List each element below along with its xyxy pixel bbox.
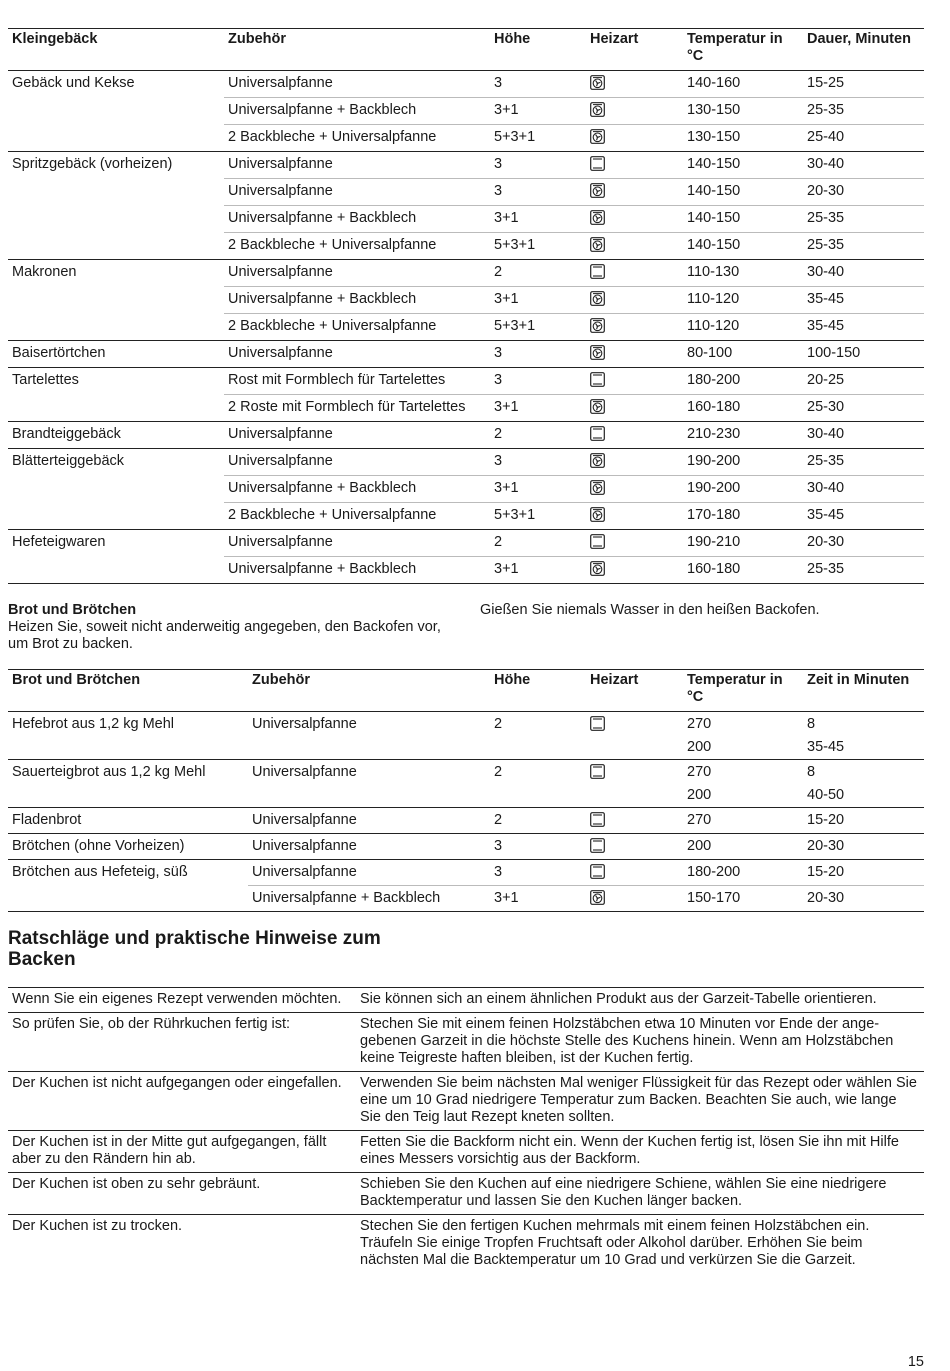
table-row [8,125,924,152]
temperature-value: 180-200 [687,864,741,880]
fan-heat-icon [590,453,605,468]
temperature-value: 110-130 [687,264,740,280]
col-header-zubehoer: Zubehör [248,670,490,712]
table-row [8,71,924,98]
duration-value: 8 [807,716,816,732]
brot-intro-text: Heizen Sie, soweit nicht anderweitig angegeben, den Backofen vor, um Brot zu backen. [8,619,441,652]
temperature-cell [683,860,803,886]
duration-value: 20-30 [807,183,845,199]
table-row [8,760,924,808]
col-header-brot: Brot und Brötchen [8,670,248,712]
top-bottom-heat-icon [590,812,605,827]
temperature-value: 190-200 [687,453,741,469]
tip-problem: Der Kuchen ist oben zu sehr gebräunt. [8,1173,356,1215]
temperature-cell [683,179,803,206]
row-category [8,476,224,503]
duration-cell [803,886,924,912]
temperature-value: 140-150 [687,156,741,172]
table-row [8,287,924,314]
row-category [8,503,224,530]
fan-heat-icon [590,890,605,905]
col-header-kleingebaeck: Kleingebäck [8,29,224,71]
temperature-value: 170-180 [687,507,741,523]
heating-mode-cell [586,503,683,530]
fan-heat-icon [590,399,605,414]
table-row [8,712,924,760]
page-number: 15 [907,1354,924,1370]
duration-value-2: 40-50 [807,787,845,803]
shelf-level-cell: 3+1 [490,206,586,233]
temperature-cell [683,287,803,314]
row-category [8,886,248,912]
row-category [8,314,224,341]
brot-warning-text: Gießen Sie niemals Wasser in den heißen Backofen. [480,602,820,618]
shelf-level-cell: 2 [494,716,503,732]
table-row [8,368,924,395]
temperature-value: 270 [687,764,712,780]
accessory-cell: Universalpfanne [248,760,490,808]
temperature-value: 140-150 [687,210,741,226]
duration-value: 25-35 [807,453,845,469]
col-header-heizart: Heizart [586,29,683,71]
temperature-cell [683,422,803,449]
duration-value: 25-35 [807,237,845,253]
accessory-cell: Universalpfanne [248,834,490,860]
row-category [8,287,224,314]
top-bottom-heat-icon [590,372,605,387]
shelf-level-cell: 5+3+1 [490,233,586,260]
duration-cell [803,449,924,476]
temperature-value: 190-200 [687,480,741,496]
temperature-value: 130-150 [687,129,741,145]
accessory-cell: Universalpfanne [248,808,490,834]
tip-solution: Sie können sich an einem ähnlichen Produkt aus der Garzeit-Tabelle orientieren. [356,988,924,1013]
row-category: Hefeteigwaren [8,530,224,557]
temperature-cell [683,368,803,395]
shelf-level-cell: 3 [490,152,586,179]
heating-mode-cell [586,557,683,584]
accessory-cell: Universalpfanne + Backblech [224,206,490,233]
temperature-cell [683,530,803,557]
table-header-row [8,670,924,712]
duration-value: 100-150 [807,345,861,361]
temperature-value: 110-120 [687,318,740,334]
temperature-value: 270 [687,716,712,732]
tip-row [8,1215,924,1274]
heating-mode-cell [586,98,683,125]
table-row [8,98,924,125]
temperature-value: 110-120 [687,291,740,307]
fan-heat-icon [590,291,605,306]
row-category: Fladenbrot [8,808,248,834]
accessory-cell: Universalpfanne [228,75,333,91]
duration-cell [803,476,924,503]
duration-value: 35-45 [807,291,845,307]
accessory-cell: Universalpfanne [224,341,490,368]
accessory-cell: Universalpfanne [252,716,357,732]
accessory-cell: 2 Roste mit Formblech für Tartelettes [224,395,490,422]
temperature-value: 140-150 [687,183,741,199]
row-category: Brandteiggebäck [8,422,224,449]
row-category: Hefebrot aus 1,2 kg Mehl [12,716,175,732]
temperature-value: 270 [687,812,712,828]
shelf-level-cell: 3+1 [490,98,586,125]
duration-cell [803,71,924,98]
duration-cell [803,260,924,287]
duration-value: 15-20 [807,812,845,828]
fan-heat-icon [590,129,605,144]
shelf-level-cell: 3 [490,860,586,886]
temperature-value: 130-150 [687,102,741,118]
table-row [8,476,924,503]
temperature-cell [683,503,803,530]
fan-heat-icon [590,345,605,360]
temperature-value: 180-200 [687,372,741,388]
duration-cell [803,98,924,125]
shelf-level-cell: 5+3+1 [490,503,586,530]
shelf-level-cell: 3 [494,75,503,91]
shelf-level-cell: 3 [490,179,586,206]
duration-value-2: 35-45 [807,739,845,755]
row-category: Makronen [8,260,224,287]
duration-value: 20-25 [807,372,845,388]
col-header-zeit: Zeit in Minuten [803,670,924,712]
tip-row [8,988,924,1013]
tip-problem: Der Kuchen ist zu trocken. [8,1215,356,1274]
col-header-hoehe: Höhe [490,29,586,71]
row-category: Blätterteiggebäck [8,449,224,476]
fan-heat-icon [590,237,605,252]
temperature-value: 140-160 [687,75,741,91]
shelf-level-cell: 2 [490,808,586,834]
fan-heat-icon [590,561,605,576]
top-bottom-heat-icon [590,534,605,549]
row-category: Brötchen (ohne Vorheizen) [8,834,248,860]
shelf-level-cell: 2 [490,530,586,557]
table-row [8,152,924,179]
shelf-level-cell: 5+3+1 [490,125,586,152]
table-row [8,503,924,530]
duration-value: 30-40 [807,480,845,496]
top-bottom-heat-icon [590,426,605,441]
tip-solution: Schieben Sie den Kuchen auf eine niedrigere Schiene, wählen Sie eine niedrigere Backtemperatur und lassen Sie den Kuchen länger backen. [356,1173,924,1215]
table-row [8,557,924,584]
tip-problem: Wenn Sie ein eigenes Rezept verwenden möchten. [8,988,356,1013]
duration-cell [803,834,924,860]
temperature-cell [683,125,803,152]
duration-value: 15-25 [807,75,845,91]
tips-section-title: Ratschläge und praktische Hinweise zum Backen [8,928,381,970]
duration-cell [803,287,924,314]
temperature-cell [683,395,803,422]
accessory-cell: Rost mit Formblech für Tartelettes [224,368,490,395]
duration-cell [803,368,924,395]
temperature-value: 160-180 [687,561,741,577]
duration-value: 30-40 [807,264,845,280]
fan-heat-icon [590,507,605,522]
row-category: Tartelettes [8,368,224,395]
shelf-level-cell: 3+1 [490,476,586,503]
row-category: Brötchen aus Hefeteig, süß [8,860,248,886]
accessory-cell: Universalpfanne + Backblech [224,476,490,503]
table-row [8,886,924,912]
duration-cell [803,152,924,179]
row-category [8,233,224,260]
heating-mode-cell [586,314,683,341]
brot-intro-title: Brot und Brötchen [8,602,137,618]
row-category [8,206,224,233]
temperature-cell [683,152,803,179]
temperature-cell [683,260,803,287]
table-row [8,206,924,233]
temperature-cell [683,886,803,912]
duration-cell [803,125,924,152]
temperature-cell [683,476,803,503]
top-bottom-heat-icon [590,264,605,279]
temperature-value: 150-170 [687,890,741,906]
duration-value: 15-20 [807,864,845,880]
tip-problem: Der Kuchen ist nicht aufgegangen oder eingefallen. [8,1072,356,1131]
row-category [8,557,224,584]
brot-table [8,669,924,912]
duration-cell [803,314,924,341]
temperature-cell [683,760,803,808]
row-category: Gebäck und Kekse [12,75,135,91]
accessory-cell: Universalpfanne [224,449,490,476]
heating-mode-cell [586,395,683,422]
temperature-value: 210-230 [687,426,741,442]
accessory-cell: 2 Backbleche + Universalpfanne [224,314,490,341]
tip-solution: Verwenden Sie beim nächsten Mal weniger Flüssigkeit für das Rezept oder wählen Sie eine um 10 Grad niedrigere Temperatur zum Backen. Beachten Sie auch, wie lange Sie den Teig laut Rezept kneten sollten. [356,1072,924,1131]
accessory-cell: Universalpfanne [248,860,490,886]
heating-mode-cell [586,287,683,314]
duration-cell [803,712,924,760]
row-category [8,125,224,152]
col-header-temperatur: Temperatur in °C [683,670,803,712]
temperature-value-2: 200 [687,787,712,803]
duration-cell [803,503,924,530]
heating-mode-cell [586,71,683,98]
accessory-cell: Universalpfanne [224,422,490,449]
table-row [8,395,924,422]
table-row [8,530,924,557]
table-row [8,314,924,341]
duration-value: 35-45 [807,507,845,523]
shelf-level-cell: 3+1 [490,557,586,584]
temperature-cell [683,712,803,760]
table-row [8,808,924,834]
fan-heat-icon [590,480,605,495]
duration-cell [803,530,924,557]
top-bottom-heat-icon [590,156,605,171]
row-category: Sauerteigbrot aus 1,2 kg Mehl [8,760,248,808]
heating-mode-cell [586,449,683,476]
tip-row [8,1072,924,1131]
accessory-cell: Universalpfanne + Backblech [248,886,490,912]
heating-mode-cell [586,152,683,179]
duration-value: 25-35 [807,102,845,118]
table-row [8,860,924,886]
duration-cell [803,233,924,260]
shelf-level-cell: 2 [490,260,586,287]
temperature-cell [683,808,803,834]
duration-value: 8 [807,764,816,780]
heating-mode-cell [586,422,683,449]
top-bottom-heat-icon [590,716,605,731]
duration-value: 25-30 [807,399,845,415]
duration-value: 30-40 [807,156,845,172]
col-header-zubehoer: Zubehör [224,29,490,71]
fan-heat-icon [590,75,605,90]
heating-mode-cell [586,233,683,260]
shelf-level-cell: 3 [490,368,586,395]
fan-heat-icon [590,318,605,333]
duration-value: 25-40 [807,129,845,145]
temperature-cell [683,341,803,368]
shelf-level-cell: 3+1 [490,287,586,314]
table-row [8,422,924,449]
brot-intro [8,602,924,653]
fan-heat-icon [590,210,605,225]
heating-mode-cell [586,530,683,557]
duration-cell [803,760,924,808]
table-row [8,260,924,287]
heating-mode-cell [586,808,683,834]
tip-solution: Stechen Sie mit einem feinen Holzstäbchen etwa 10 Minuten vor Ende der angegebenen Garzeit in die höchste Stelle des Kuchens hinein. Wenn am Holzstäbchen keine Teigreste haften bleiben, ist der Kuchen fertig. [356,1013,924,1072]
heating-mode-cell [586,712,683,760]
manual-page [8,28,924,1273]
heating-mode-cell [586,368,683,395]
accessory-cell: Universalpfanne + Backblech [224,287,490,314]
temperature-cell [683,98,803,125]
shelf-level-cell: 2 [490,422,586,449]
shelf-level-cell: 3+1 [490,395,586,422]
table-row [8,179,924,206]
duration-value: 25-35 [807,561,845,577]
col-header-hoehe: Höhe [490,670,586,712]
tips-table [8,987,924,1273]
duration-cell [803,557,924,584]
heating-mode-cell [586,179,683,206]
row-category [8,98,224,125]
accessory-cell: Universalpfanne [224,260,490,287]
temperature-cell [683,71,803,98]
col-header-heizart: Heizart [586,670,683,712]
fan-heat-icon [590,102,605,117]
shelf-level-cell: 2 [490,760,586,808]
duration-value: 20-30 [807,534,845,550]
heating-mode-cell [586,260,683,287]
temperature-cell [683,314,803,341]
temperature-value: 190-210 [687,534,741,550]
duration-cell [803,206,924,233]
heating-mode-cell [586,476,683,503]
heating-mode-cell [586,886,683,912]
accessory-cell: Universalpfanne [224,152,490,179]
tip-problem: So prüfen Sie, ob der Rührkuchen fertig ist: [8,1013,356,1072]
duration-value: 35-45 [807,318,845,334]
table-row [8,341,924,368]
temperature-value: 80-100 [687,345,733,361]
duration-value: 20-30 [807,838,845,854]
shelf-level-cell: 5+3+1 [490,314,586,341]
shelf-level-cell: 3 [490,449,586,476]
row-category [8,395,224,422]
table-row [8,449,924,476]
accessory-cell: 2 Backbleche + Universalpfanne [224,125,490,152]
duration-cell [803,422,924,449]
heating-mode-cell [586,206,683,233]
tip-row [8,1013,924,1072]
row-category: Spritzgebäck (vorheizen) [8,152,224,179]
table-row [8,233,924,260]
heating-mode-cell [586,834,683,860]
row-category: Baisertörtchen [8,341,224,368]
row-category [8,179,224,206]
temperature-cell [683,206,803,233]
accessory-cell: 2 Backbleche + Universalpfanne [224,233,490,260]
temperature-value: 140-150 [687,237,741,253]
top-bottom-heat-icon [590,864,605,879]
heating-mode-cell [586,860,683,886]
heating-mode-cell [586,341,683,368]
table-header-row [8,29,924,71]
temperature-cell [683,557,803,584]
accessory-cell: Universalpfanne + Backblech [224,557,490,584]
shelf-level-cell: 3 [490,341,586,368]
col-header-temperatur: Temperatur in °C [683,29,803,71]
kleingebaeck-table [8,28,924,584]
tip-solution: Fetten Sie die Backform nicht ein. Wenn der Kuchen fertig ist, lösen Sie ihn mit Hilfe eines Messers vorsichtig aus der Backform. [356,1131,924,1173]
top-bottom-heat-icon [590,764,605,779]
temperature-cell [683,449,803,476]
duration-value: 25-35 [807,210,845,226]
duration-cell [803,179,924,206]
heating-mode-cell [586,125,683,152]
temperature-value: 160-180 [687,399,741,415]
top-bottom-heat-icon [590,838,605,853]
temperature-cell [683,233,803,260]
accessory-cell: 2 Backbleche + Universalpfanne [224,503,490,530]
duration-value: 20-30 [807,890,845,906]
col-header-dauer: Dauer, Minuten [803,29,924,71]
duration-cell [803,395,924,422]
fan-heat-icon [590,183,605,198]
shelf-level-cell: 3 [490,834,586,860]
duration-value: 30-40 [807,426,845,442]
temperature-cell [683,834,803,860]
accessory-cell: Universalpfanne + Backblech [224,98,490,125]
accessory-cell: Universalpfanne [224,530,490,557]
temperature-value-2: 200 [687,739,712,755]
tip-problem: Der Kuchen ist in der Mitte gut aufgegangen, fällt aber zu den Rändern hin ab. [8,1131,356,1173]
tip-row [8,1173,924,1215]
shelf-level-cell: 3+1 [490,886,586,912]
heating-mode-cell [586,760,683,808]
duration-cell [803,808,924,834]
duration-cell [803,341,924,368]
duration-cell [803,860,924,886]
temperature-value: 200 [687,838,712,854]
tip-solution: Stechen Sie den fertigen Kuchen mehrmals mit einem feinen Holzstäbchen ein. Träufeln Sie einige Tropfen Fruchtsaft oder Alkohol darüber. Erhöhen Sie beim nächsten Mal die Backtemperatur um 10 Grad und verkürzen Sie die Garzeit. [356,1215,924,1274]
tip-row [8,1131,924,1173]
table-row [8,834,924,860]
accessory-cell: Universalpfanne [224,179,490,206]
